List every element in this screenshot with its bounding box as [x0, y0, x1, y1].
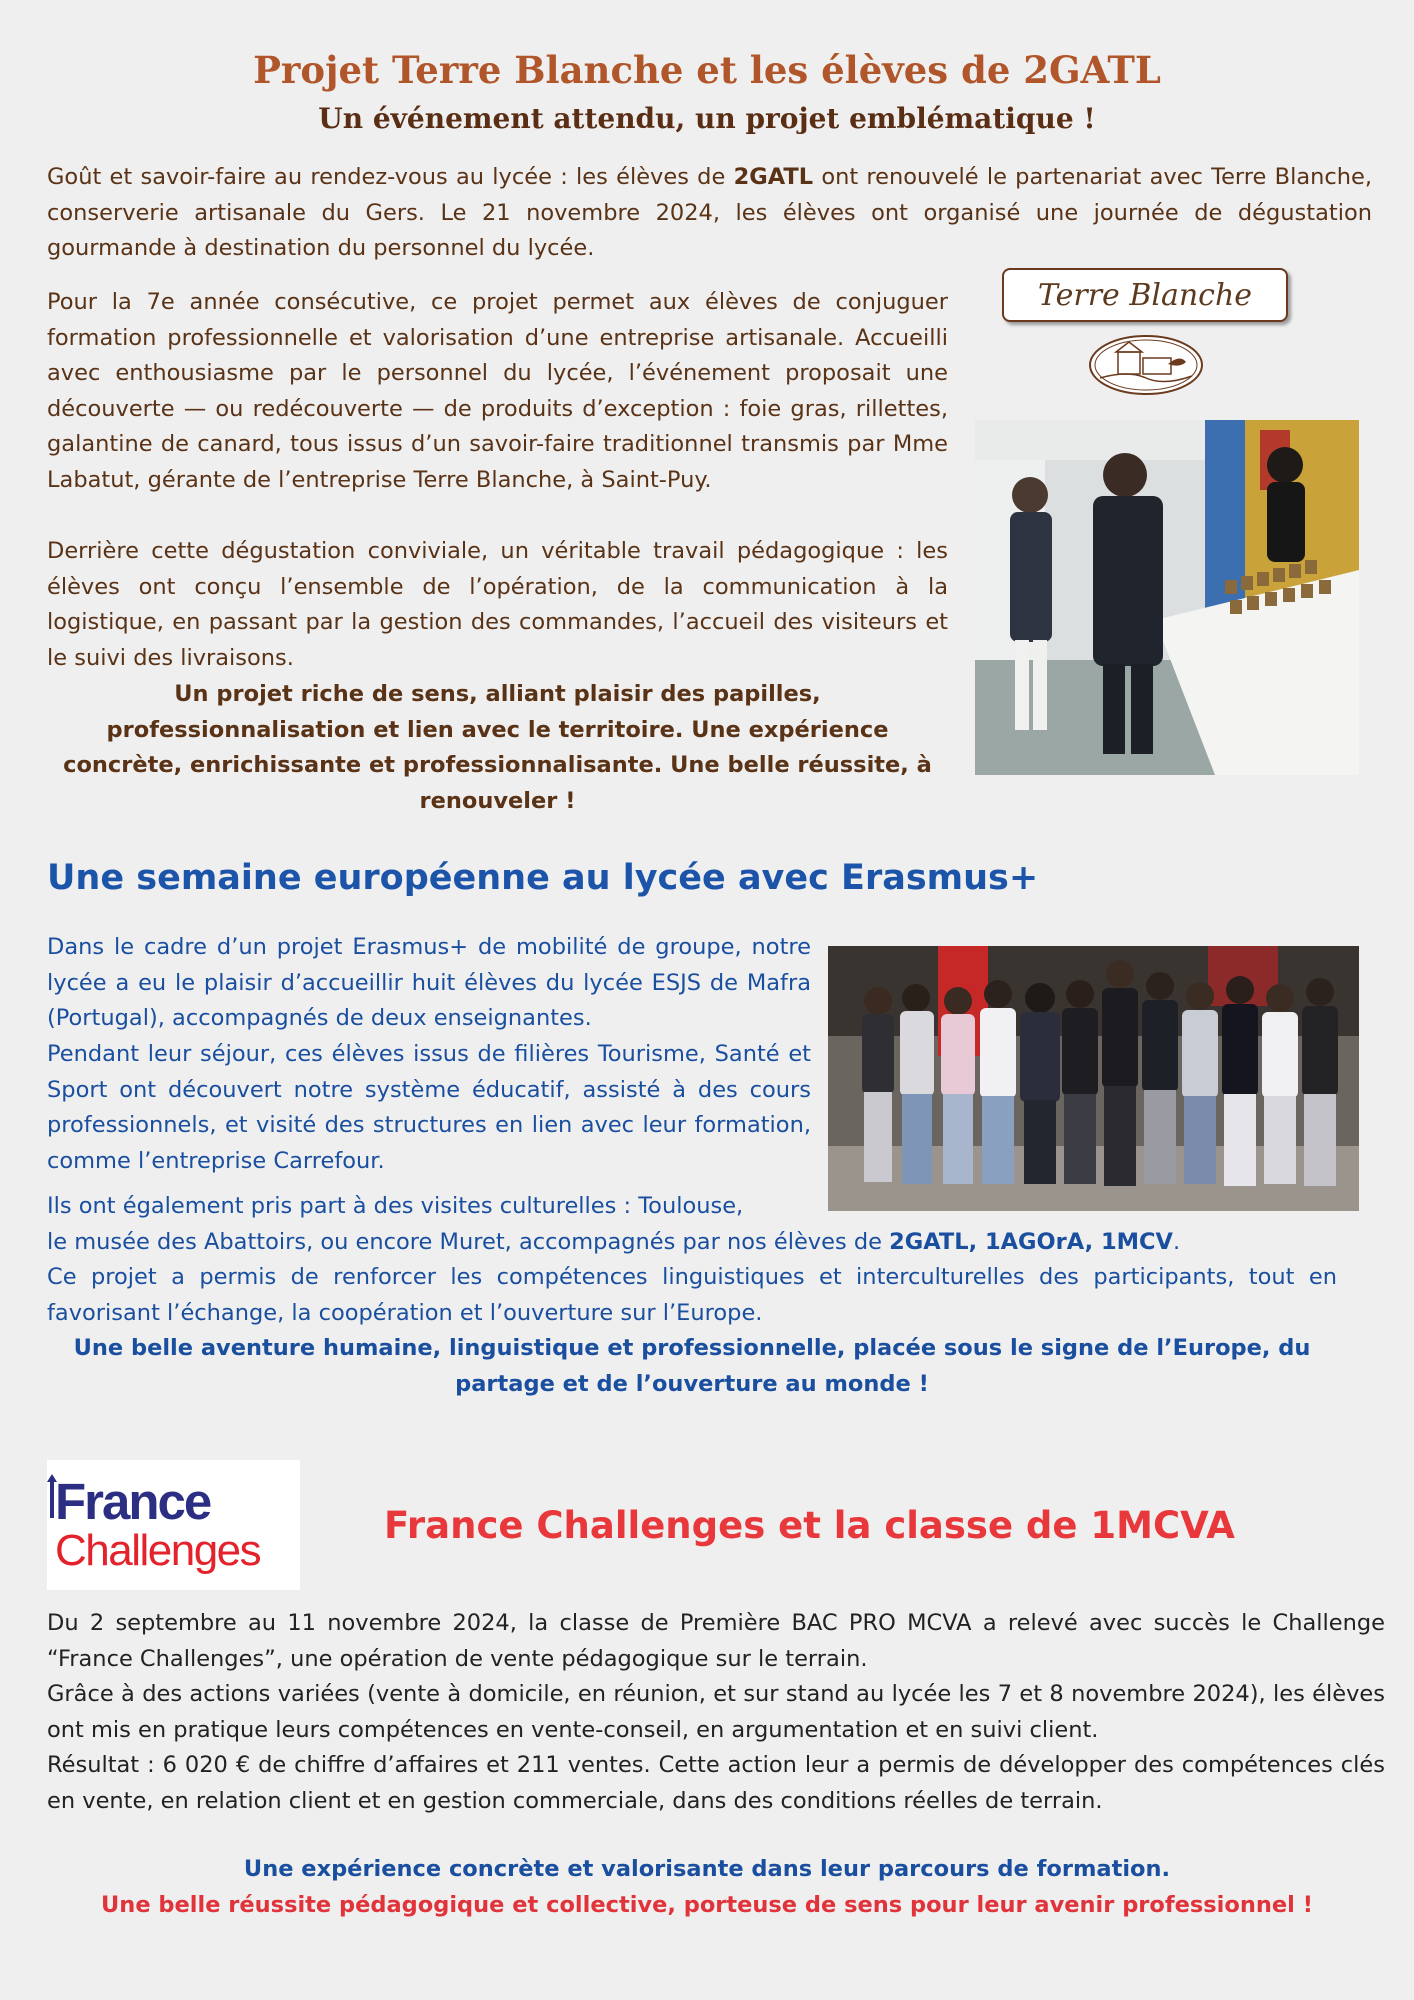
- section3-paragraph-1: Du 2 septembre au 11 novembre 2024, la classe de Première BAC PRO MCVA a relevé avec succès le Challenge “France Challenges”, une opération de vente pédagogique sur le terrain.: [47, 1610, 1385, 1672]
- section1-paragraph-1: Pour la 7e année consécutive, ce projet permet aux élèves de conjuguer formation professionnelle et valorisation d’une entreprise artisanale. Accueilli avec enthousiasme par le personnel du lycée, l’événement proposait une découverte — ou redécouverte — de produits d’exception : foie gras, rillettes, galantine de canard, tous issus d’un savoir-faire traditionnel transmis par Mme Labatut, gérante de l’entreprise Terre Blanche, à Saint-Puy.: [47, 289, 948, 493]
- section1-conclusion: Un projet riche de sens, alliant plaisir des papilles, professionnalisation et lien avec le territoire. Une expérience concrète, enrichissante et professionnalisante. Une belle réussite, à renouveler !: [63, 681, 932, 814]
- france-challenges-logo: [47, 1460, 300, 1590]
- section2-paragraph-1: Dans le cadre d’un projet Erasmus+ de mobilité de groupe, notre lycée a eu le plaisir d’accueillir huit élèves du lycée ESJS de Mafra (Portugal), accompagnés de deux enseignantes.: [47, 934, 811, 1031]
- section3-conclusion-2: Une belle réussite pédagogique et collective, porteuse de sens pour leur avenir professionnel !: [101, 1892, 1313, 1918]
- erasmus-group-photo: [828, 946, 1359, 1211]
- logo-line-france: France: [55, 1473, 211, 1530]
- section2-paragraph-4: Ce projet a permis de renforcer les compétences linguistiques et interculturelles des participants, tout en favorisant l’échange, la coopération et l’ouverture sur l’Europe.: [47, 1264, 1337, 1326]
- p3-end: .: [1172, 1228, 1181, 1255]
- section1-paragraph-2: Derrière cette dégustation conviviale, un véritable travail pédagogique : les élèves ont conçu l’ensemble de l’opération, de la communication à la logistique, en passant par la gestion des commandes, l’accueil des visiteurs et le suivi des livraisons.: [47, 538, 948, 671]
- p3-classes: 2GATL, 1AGOrA, 1MCV: [889, 1228, 1173, 1255]
- section1-intro: [47, 160, 1372, 267]
- p3-line-1: Ils ont également pris part à des visites culturelles : Toulouse,: [47, 1193, 744, 1219]
- terre-blanche-logo: [1002, 268, 1288, 322]
- section3-conclusion-1: Une expérience concrète et valorisante dans leur parcours de formation.: [243, 1856, 1171, 1882]
- intro-text-a: Goût et savoir-faire au rendez-vous au lycée : les élèves de: [47, 164, 734, 190]
- p3-line-2: le musée des Abattoirs, ou encore Muret, accompagnés par nos élèves de: [47, 1228, 890, 1255]
- section2-paragraph-2: Pendant leur séjour, ces élèves issus de filières Tourisme, Santé et Sport ont découvert notre système éducatif, assisté à des cours professionnels, et visité des structures en lien avec leur formation, comme l’entreprise Carrefour.: [47, 1041, 811, 1174]
- section3-paragraph-3: Résultat : 6 020 € de chiffre d’affaires et 211 ventes. Cette action leur a permis de développer des compétences clés en vente, en relation client et en gestion commerciale, dans des conditions réelles de terrain.: [47, 1752, 1385, 1814]
- intro-text-b: ont renouvelé le partenariat avec Terre Blanche, conserverie artisanale du Gers. Le 21 novembre 2024, les élèves ont organisé une journée de dégustation gourmande à destination du personnel du lycée.: [47, 164, 1373, 261]
- terre-blanche-logo-text: Terre Blanche: [1037, 277, 1253, 313]
- terre-blanche-emblem-icon: [1088, 334, 1204, 396]
- logo-line-challenges: Challenges: [55, 1526, 261, 1575]
- section3-paragraph-2: Grâce à des actions variées (vente à domicile, en réunion, et sur stand au lycée les 7 et 8 novembre 2024), les élèves ont mis en pratique leurs compétences en vente-conseil, en argumentation et en suivi client.: [47, 1681, 1385, 1743]
- intro-class-name: 2GATL: [733, 164, 814, 190]
- section1-subtitle: Un événement attendu, un projet emblématique !: [318, 102, 1096, 135]
- section2-title: Une semaine européenne au lycée avec Erasmus+: [47, 858, 1039, 898]
- tasting-event-photo: [975, 420, 1359, 775]
- section1-title: Projet Terre Blanche et les élèves de 2GATL: [253, 48, 1161, 92]
- section2-conclusion: Une belle aventure humaine, linguistique et professionnelle, placée sous le signe de l’Europe, du partage et de l’ouverture au monde !: [73, 1335, 1311, 1397]
- section3-title: France Challenges et la classe de 1MCVA: [384, 1504, 1235, 1547]
